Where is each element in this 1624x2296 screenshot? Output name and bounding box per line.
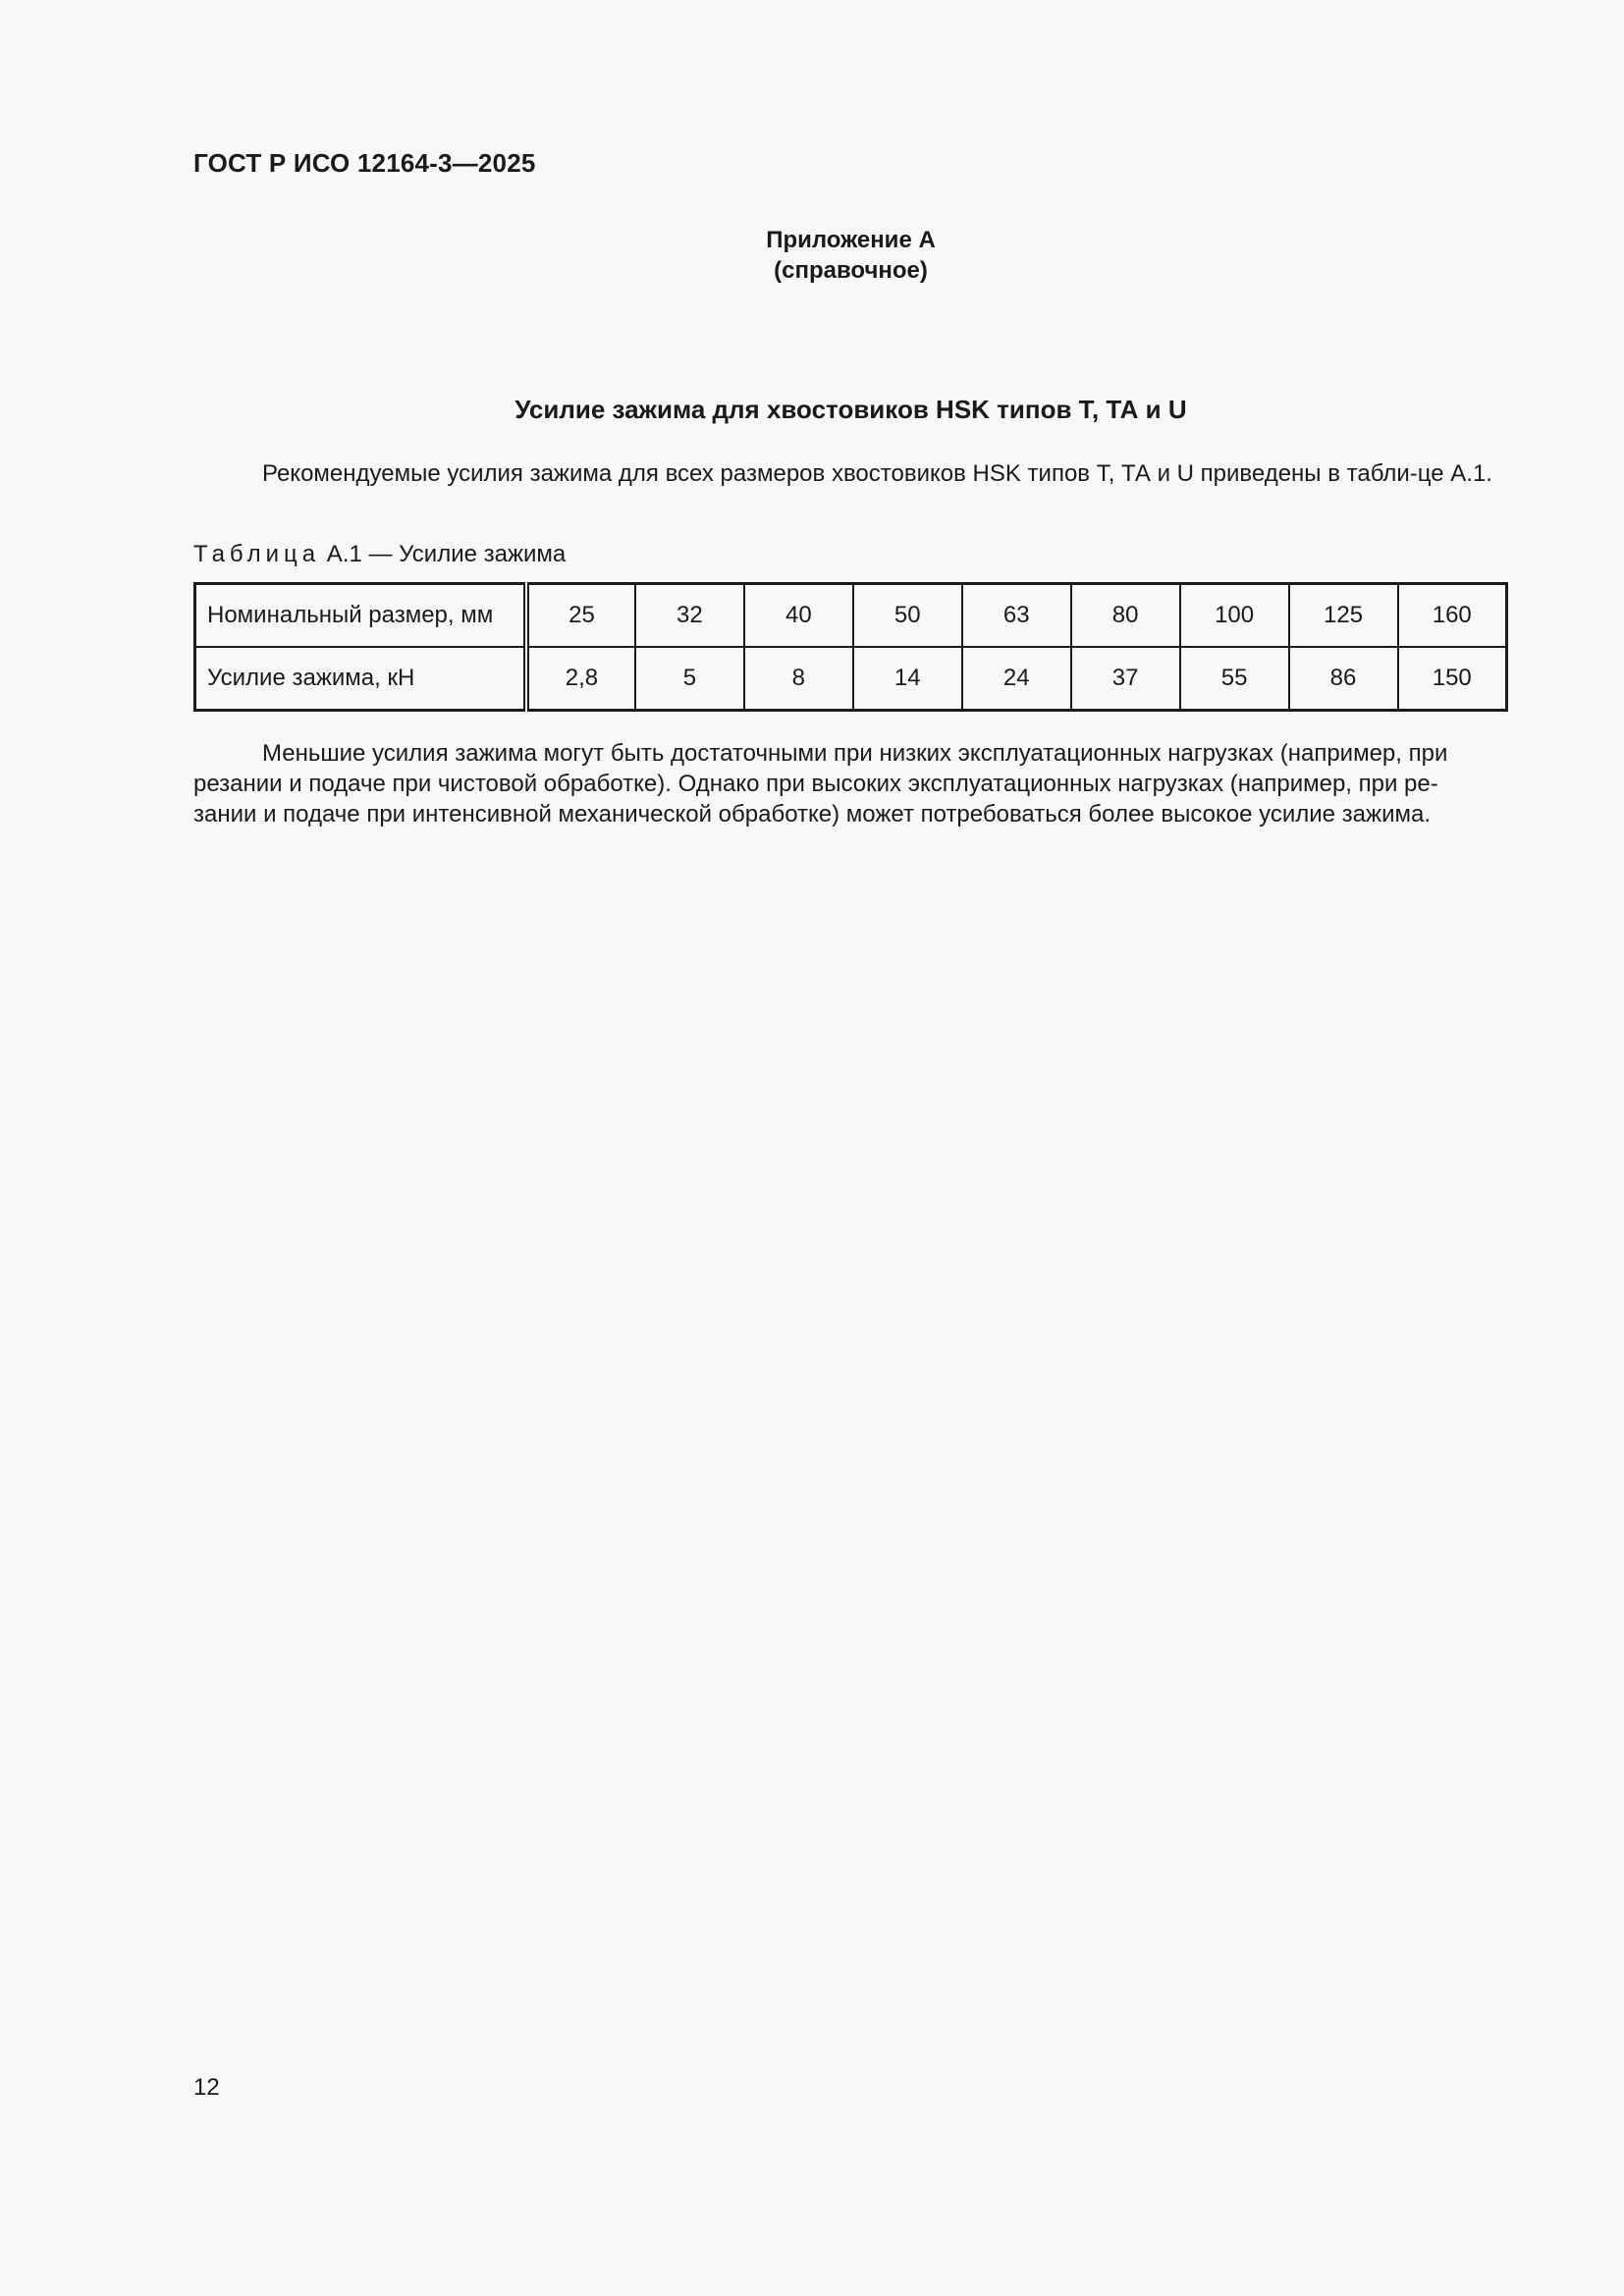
table-row-nominal-size [195, 584, 1507, 648]
table-row-clamping-force [195, 647, 1507, 711]
table-caption-text: А.1 — Усилие зажима [326, 541, 567, 567]
table-cell: 55 [1180, 647, 1289, 711]
section-title: Усилие зажима для хвостовиков HSK типов Т, ТА и U [514, 395, 1187, 424]
table-cell: 86 [1289, 647, 1398, 711]
table-cell: 5 [635, 647, 744, 711]
table-cell: 2,8 [526, 647, 635, 711]
appendix-heading [193, 225, 1508, 286]
table-cell: 63 [962, 584, 1071, 648]
row-label: Усилие зажима, кН [195, 647, 527, 711]
note-line-2: резании и подаче при чистовой обработке). Однако при высоких эксплуатационных нагрузках (например, при ре- [193, 771, 1438, 797]
page-number: 12 [193, 2074, 220, 2101]
note-line-3: зании и подаче при интенсивной механической обработке) может потребоваться более высокое усилие зажима. [193, 801, 1431, 828]
table-cell: 80 [1071, 584, 1180, 648]
document-id: ГОСТ Р ИСО 12164-3—2025 [193, 148, 536, 178]
table-cell: 160 [1398, 584, 1507, 648]
table-cell: 125 [1289, 584, 1398, 648]
appendix-subtitle: (справочное) [774, 257, 928, 284]
table-cell: 150 [1398, 647, 1507, 711]
clamping-force-table [193, 582, 1508, 712]
table-cell: 100 [1180, 584, 1289, 648]
table-caption-prefix: Таблица [193, 541, 321, 567]
table-cell: 8 [744, 647, 853, 711]
row-label: Номинальный размер, мм [195, 584, 527, 648]
intro-paragraph: Рекомендуемые усилия зажима для всех размеров хвостовиков HSK типов Т, ТА и U приведены в табли-це А.1. [262, 460, 1492, 487]
table-cell: 40 [744, 584, 853, 648]
table-cell: 32 [635, 584, 744, 648]
table-cell: 24 [962, 647, 1071, 711]
note-paragraph [193, 738, 1508, 829]
table-caption [193, 541, 566, 568]
table-cell: 25 [526, 584, 635, 648]
table-cell: 14 [853, 647, 962, 711]
note-line-1: Меньшие усилия зажима могут быть достаточными при низких эксплуатационных нагрузках (например, при [262, 740, 1448, 767]
table-cell: 37 [1071, 647, 1180, 711]
appendix-title: Приложение А [766, 227, 936, 253]
table-cell: 50 [853, 584, 962, 648]
